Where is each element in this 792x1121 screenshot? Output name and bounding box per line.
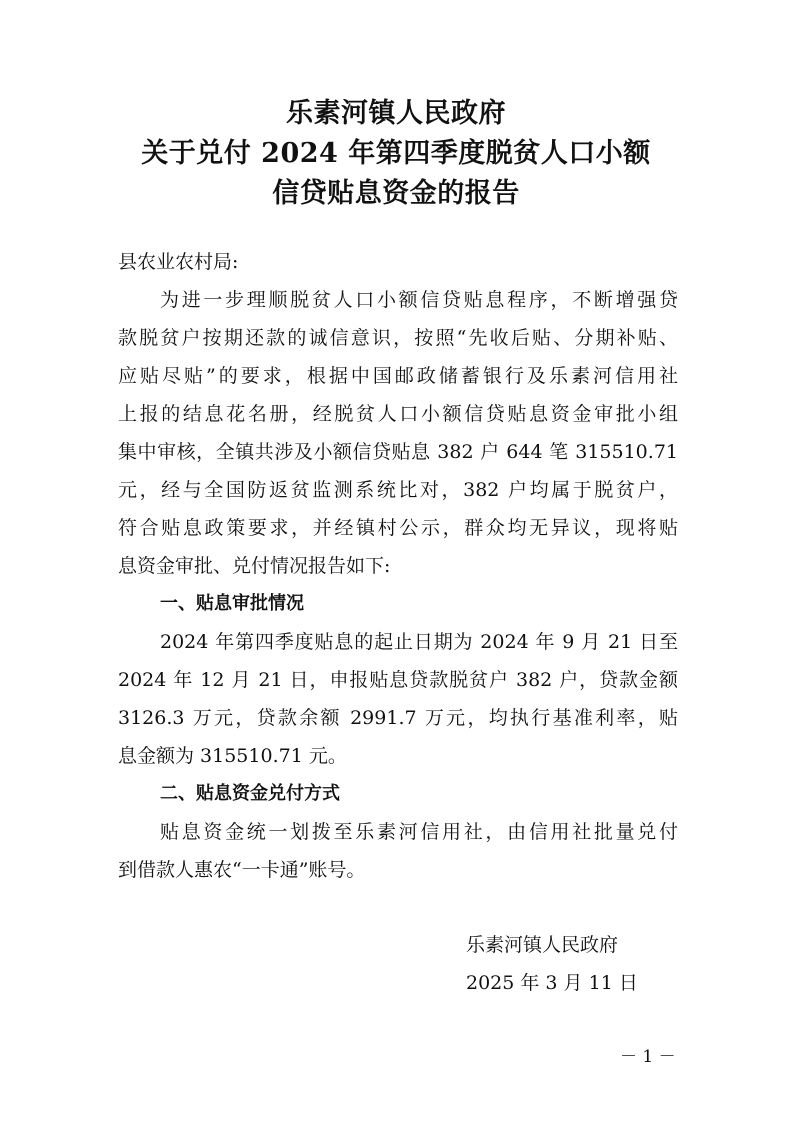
section-heading-approval: 一、贴息审批情况: [160, 593, 304, 614]
intro-line: 为进一步理顺脱贫人口小额信贷贴息程序，不断增强贷: [160, 289, 678, 311]
signature-date: 2025 年 3 月 11 日: [466, 972, 638, 994]
intro-line: 符合贴息政策要求，并经镇村公示，群众均无异议，现将贴: [118, 517, 678, 539]
document-title-line-3: 信贷贴息资金的报告: [272, 178, 520, 209]
section1-line: 2024 年第四季度贴息的起止日期为 2024 年 9 月 21 日至: [160, 631, 678, 653]
intro-line: 集中审核，全镇共涉及小额信贷贴息 382 户 644 笔 315510.71: [118, 441, 678, 463]
signature-org: 乐素河镇人民政府: [466, 934, 619, 956]
document-title-line-2: 关于兑付 2024 年第四季度脱贫人口小额: [141, 138, 651, 169]
intro-line: 应贴尽贴”的要求，根据中国邮政储蓄银行及乐素河信用社: [118, 365, 678, 387]
intro-line: 款脱贫户按期还款的诚信意识，按照“先收后贴、分期补贴、: [118, 327, 678, 349]
page-number: － 1 －: [620, 1047, 676, 1067]
section2-line: 贴息资金统一划拨至乐素河信用社，由信用社批量兑付: [160, 821, 678, 843]
section1-line: 息金额为 315510.71 元。: [118, 745, 347, 767]
section-heading-payment: 二、贴息资金兑付方式: [160, 783, 340, 804]
intro-line: 上报的结息花名册，经脱贫人口小额信贷贴息资金审批小组: [118, 403, 678, 425]
section2-line: 到借款人惠农“一卡通”账号。: [118, 859, 366, 881]
intro-line: 元，经与全国防返贫监测系统比对，382 户均属于脱贫户，: [118, 479, 678, 501]
document-title-line-1: 乐素河镇人民政府: [286, 98, 506, 129]
intro-line: 息资金审批、兑付情况报告如下:: [118, 555, 391, 577]
section1-line: 2024 年 12 月 21 日，申报贴息贷款脱贫户 382 户，贷款金额: [118, 669, 678, 691]
salutation: 县农业农村局:: [118, 251, 239, 273]
section1-line: 3126.3 万元，贷款余额 2991.7 万元，均执行基准利率，贴: [118, 707, 678, 729]
